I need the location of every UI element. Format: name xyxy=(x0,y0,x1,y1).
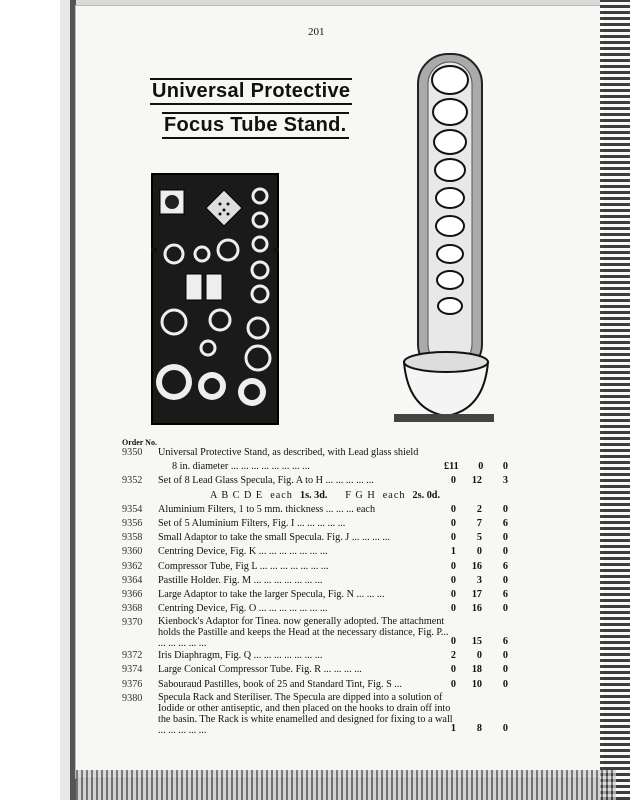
item-price: 0 2 0 xyxy=(450,503,508,515)
item-price: 0 5 0 xyxy=(450,532,508,544)
specula-rack-illustration xyxy=(388,50,496,428)
item-price: 2 0 0 xyxy=(450,650,508,662)
list-item: 9366 Large Adaptor to take the larger Specula, Fig. N ... ... ... 0 17 6 xyxy=(122,588,528,602)
page-title-line1: Universal Protective xyxy=(150,78,352,105)
list-item: 9358 Small Adaptor to take the small Specula. Fig. J ... ... ... ... 0 5 0 xyxy=(122,531,528,545)
list-item xyxy=(122,474,528,488)
page-number: 201 xyxy=(308,26,325,38)
item-price: 0 16 0 xyxy=(450,603,508,615)
price-list xyxy=(122,446,528,736)
item-price: 0 7 6 xyxy=(450,517,508,529)
item-price: 1 0 0 xyxy=(450,546,508,558)
item-price: 0 10 0 xyxy=(450,678,508,690)
list-item: 9380 Specula Rack and Steriliser. The Specula are dipped into a solution of Iodide or other antiseptic, and then placed on the hooks to drain off into the basin. The Rack is white enamelled and designed for fixing to a wall ... ... ... ... ... 1 8 0 xyxy=(122,691,508,736)
item-description-continued: 8 in. diameter ... ... ... ... ... ... ... ... xyxy=(172,461,310,473)
item-description: Set of 8 Lead Glass Specula, Fig. A to H ... ... ... ... ... xyxy=(158,475,374,487)
list-item: 9362 Compressor Tube, Fig L ... ... ... ... ... ... ... 0 16 6 xyxy=(122,560,528,574)
list-item: 9374 Large Conical Compressor Tube. Fig. R ... ... ... ... 0 18 0 xyxy=(122,663,528,677)
list-item: 9364 Pastille Holder. Fig. M ... ... ... ... ... ... ... 0 3 0 xyxy=(122,574,528,588)
item-price: 0 3 0 xyxy=(450,574,508,586)
item-price: 1 8 0 xyxy=(450,722,508,734)
item-price: 0 17 6 xyxy=(450,588,508,600)
list-item: 9368 Centring Device, Fig. O ... ... ... ... ... ... ... 0 16 0 xyxy=(122,602,528,616)
book-binding xyxy=(0,0,76,800)
list-item: 9376 Sabouraud Pastilles, book of 25 and Standard Tint, Fig. S ... 0 10 0 xyxy=(122,678,528,692)
page-title-line2: Focus Tube Stand. xyxy=(162,112,349,139)
list-item: 9370 Kienbock's Adaptor for Tinea. now generally adopted. The attachment holds the Pastille and keeps the Head at the necessary distance, Fig. P... ... ... ... ... ... 0 15 6 xyxy=(122,616,508,650)
list-item: 9356 Set of 5 Aluminium Filters, Fig. I ... ... ... ... ... 0 7 6 xyxy=(122,517,528,531)
protective-stand-illustration xyxy=(148,170,282,428)
catalogue-page xyxy=(76,6,604,778)
order-number: 9350 xyxy=(122,447,143,458)
list-item: 9372 Iris Diaphragm, Fig. Q ... ... ... ... ... ... ... 2 0 0 xyxy=(122,649,528,663)
order-no-label: Order No. xyxy=(122,438,157,447)
specula-price-note: A B C D E each 1s. 3d. F G H each 2s. 0d. xyxy=(209,489,441,501)
order-number: 9352 xyxy=(122,475,143,487)
item-price: 0 12 3 xyxy=(450,475,508,487)
list-item xyxy=(122,460,528,474)
item-price: £11 0 0 xyxy=(444,461,508,473)
item-price: 0 15 6 xyxy=(450,636,508,648)
item-price: 0 16 6 xyxy=(450,560,508,572)
list-item: 9360 Centring Device, Fig. K ... ... ... ... ... ... ... 1 0 0 xyxy=(122,545,528,559)
list-item xyxy=(122,446,528,460)
page-edge-right xyxy=(600,0,630,800)
item-price: 0 18 0 xyxy=(450,664,508,676)
list-item: 9354 Aluminium Filters, 1 to 5 mm. thickness ... ... ... each 0 2 0 xyxy=(122,503,528,517)
page-edge-bottom xyxy=(76,770,616,800)
item-description: Universal Protective Stand, as described, with Lead glass shield xyxy=(158,447,419,458)
